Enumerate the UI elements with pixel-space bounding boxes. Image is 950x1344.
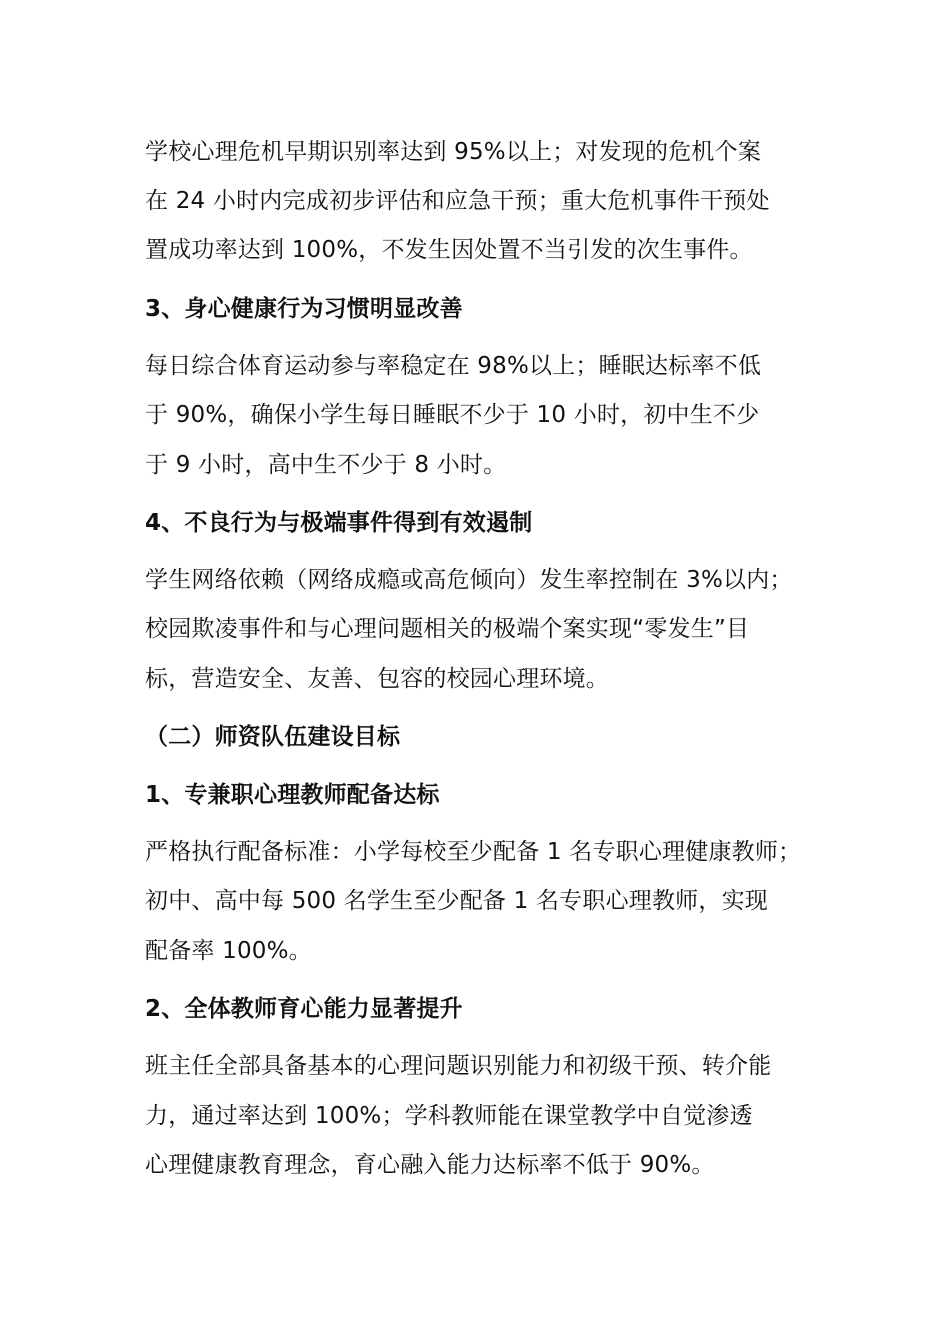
heading-extreme-events: 4、不良行为与极端事件得到有效遏制 [145,510,533,536]
paragraph-extreme-line: 校园欺凌事件和与心理问题相关的极端个案实现“零发生”目 [145,616,750,642]
paragraph-staffing-line: 严格执行配备标准：小学每校至少配备 1 名专职心理健康教师； [145,839,802,865]
paragraph-staffing-line: 配备率 100%。 [145,938,312,964]
paragraph-habits-line: 每日综合体育运动参与率稳定在 98%以上；睡眠达标率不低 [145,353,762,379]
paragraph-ability-line: 班主任全部具备基本的心理问题识别能力和初级干预、转介能 [145,1053,772,1079]
paragraph-crisis-line: 学校心理危机早期识别率达到 95%以上；对发现的危机个案 [145,139,762,165]
heading-teacher-ability: 2、全体教师育心能力显著提升 [145,996,463,1022]
paragraph-habits-line: 于 90%，确保小学生每日睡眠不少于 10 小时，初中生不少 [145,402,760,428]
paragraph-habits-line: 于 9 小时，高中生不少于 8 小时。 [145,452,507,478]
heading-staffing: 1、专兼职心理教师配备达标 [145,782,440,808]
paragraph-extreme-line: 学生网络依赖（网络成瘾或高危倾向）发生率控制在 3%以内； [145,567,793,593]
section-heading-teachers: （二）师资队伍建设目标 [145,724,401,750]
paragraph-ability-line: 力，通过率达到 100%；学科教师能在课堂教学中自觉渗透 [145,1103,753,1129]
paragraph-staffing-line: 初中、高中每 500 名学生至少配备 1 名专职心理教师，实现 [145,888,768,914]
paragraph-crisis-line: 在 24 小时内完成初步评估和应急干预；重大危机事件干预处 [145,188,770,214]
paragraph-crisis-line: 置成功率达到 100%，不发生因处置不当引发的次生事件。 [145,237,753,263]
paragraph-ability-line: 心理健康教育理念，育心融入能力达标率不低于 90%。 [145,1152,715,1178]
heading-habits: 3、身心健康行为习惯明显改善 [145,296,463,322]
paragraph-extreme-line: 标，营造安全、友善、包容的校园心理环境。 [145,666,609,692]
